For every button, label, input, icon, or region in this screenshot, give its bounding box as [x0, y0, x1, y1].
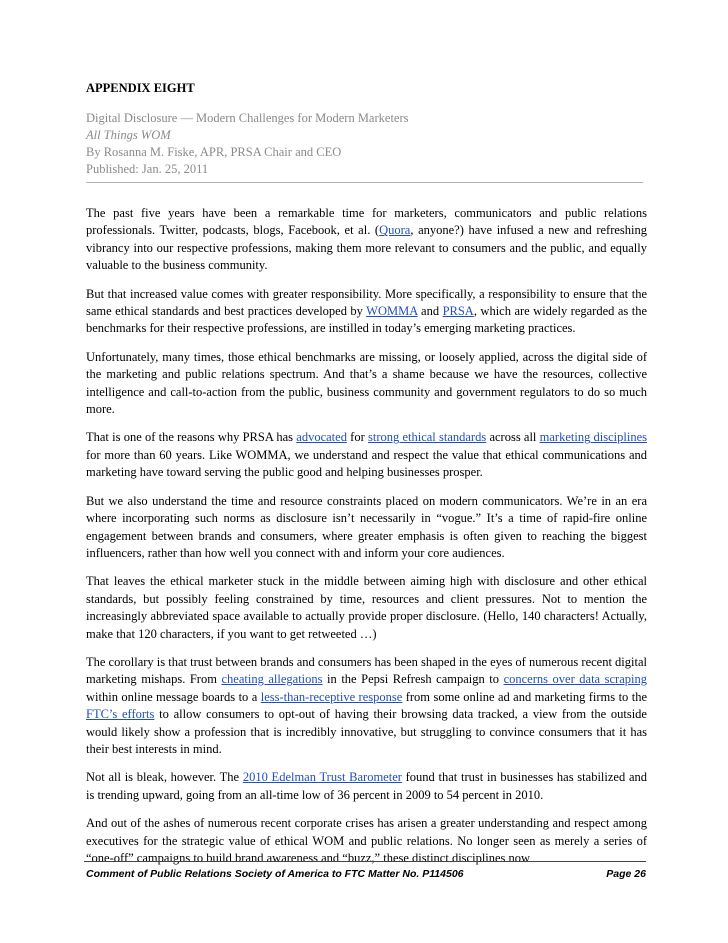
paragraph-3: Unfortunately, many times, those ethical benchmarks are missing, or loosely applied, across the digital side of the marketing and public relations spectrum. And that’s a shame because we have the resources, collective intelligence and call-to-action from the public, business community and government regulators to do so much more. [86, 349, 647, 417]
paragraph-7 [86, 654, 647, 758]
paragraph-5: But we also understand the time and resource constraints placed on modern communicators. We’re in an era where incorporating such norms as disclosure isn’t necessarily in “vogue.” It’s a time of rapid-fire online engagement between brands and consumers, where greater emphasis is often given to reaching the biggest influencers, rather than how well you connect with and inform your core audiences. [86, 493, 647, 560]
text-run: from some online ad and marketing firms to the [402, 689, 647, 704]
link-womma[interactable]: WOMMA [366, 304, 418, 319]
text-run: in the Pepsi Refresh campaign to [322, 672, 504, 687]
article-title: Digital Disclosure — Modern Challenges for Modern Marketers [86, 111, 409, 125]
link-concerns-over-data-scraping[interactable]: concerns over data scraping [503, 672, 647, 687]
page-number: Page 26 [606, 868, 646, 880]
link-strong-ethical-standards[interactable]: strong ethical standards [367, 430, 487, 445]
article-section: All Things WOM [86, 128, 171, 142]
text-run: and [417, 304, 443, 319]
link-ftc-efforts[interactable]: FTC’s efforts [86, 707, 155, 722]
text-run: That is one of the reasons why PRSA has [86, 430, 297, 445]
paragraph-2 [86, 286, 647, 338]
text-run: to allow consumers to opt-out of having their browsing data tracked, a view from the outside would likely show a profession that is incredibly innovative, but struggling to convince consumers that it has their best interests in mind. [86, 707, 647, 756]
article-published-date: Published: Jan. 25, 2011 [86, 162, 209, 176]
text-run: The past five years have been a remarkable time for marketers, communicators and public relations professionals. Twitter, podcasts, blogs, Facebook, et al. ( [86, 206, 647, 238]
link-marketing-disciplines[interactable]: marketing disciplines [539, 430, 648, 445]
footer-comment-title: Comment of Public Relations Society of America to FTC Matter No. P114506 [86, 868, 464, 880]
text-run: Not all is bleak, however. The [86, 770, 243, 785]
text-run: for more than 60 years. Like WOMMA, we understand and respect the value that ethical communications and marketing have toward serving the public good and helping businesses prosper. [86, 447, 647, 480]
text-run: for [346, 430, 368, 445]
text-run: But that increased value comes with greater responsibility. More specifically, a responsibility to ensure that the same ethical standards and best practices developed by [86, 286, 647, 319]
link-less-than-receptive-response[interactable]: less-than-receptive response [260, 689, 403, 704]
text-run: The corollary is that trust between brands and consumers has been shaped in the eyes of numerous recent digital marketing mishaps. From [86, 654, 647, 687]
link-edelman-trust-barometer[interactable]: 2010 Edelman Trust Barometer [242, 770, 402, 785]
footer-divider [84, 861, 646, 862]
article-body [86, 205, 647, 878]
link-prsa[interactable]: PRSA [442, 304, 474, 319]
text-run: across all [486, 430, 540, 445]
article-meta [86, 110, 646, 178]
header-divider [86, 182, 643, 183]
paragraph-8 [86, 769, 647, 804]
paragraph-1 [86, 205, 647, 275]
appendix-heading: APPENDIX EIGHT [86, 81, 195, 95]
link-quora[interactable]: Quora [379, 223, 411, 238]
text-run: , which are widely regarded as the benchmarks for their respective professions, are instilled in today’s emerging marketing practices. [86, 304, 647, 336]
paragraph-9: And out of the ashes of numerous recent corporate crises has arisen a greater understanding and respect among executives for the strategic value of ethical WOM and public relations. No longer seen as merely a series of “one-off” campaigns to build brand awareness and “buzz,” these distinct disciplines now [86, 816, 647, 865]
text-run: within online message boards to a [86, 689, 261, 704]
paragraph-4 [86, 429, 647, 481]
article-byline: By Rosanna M. Fiske, APR, PRSA Chair and CEO [86, 145, 342, 159]
paragraph-6: That leaves the ethical marketer stuck in the middle between aiming high with disclosure and other ethical standards, but possibly feeling constrained by time, resources and client pressures. Not to mention the increasingly abbreviated space available to actually provide proper disclosure. (Hello, 140 characters! Actually, make that 120 characters, if you want to get retweeted …) [86, 574, 647, 641]
text-run: found that trust in businesses has stabilized and is trending upward, going from an all-time low of 36 percent in 2009 to 54 percent in 2010. [86, 770, 647, 802]
link-cheating-allegations[interactable]: cheating allegations [221, 672, 323, 687]
link-advocated[interactable]: advocated [296, 430, 347, 445]
text-run: , anyone?) have infused a new and refreshing vibrancy into our respective professions, making them more relevant to consumers and the public, and equally valuable to the business community. [86, 223, 648, 273]
